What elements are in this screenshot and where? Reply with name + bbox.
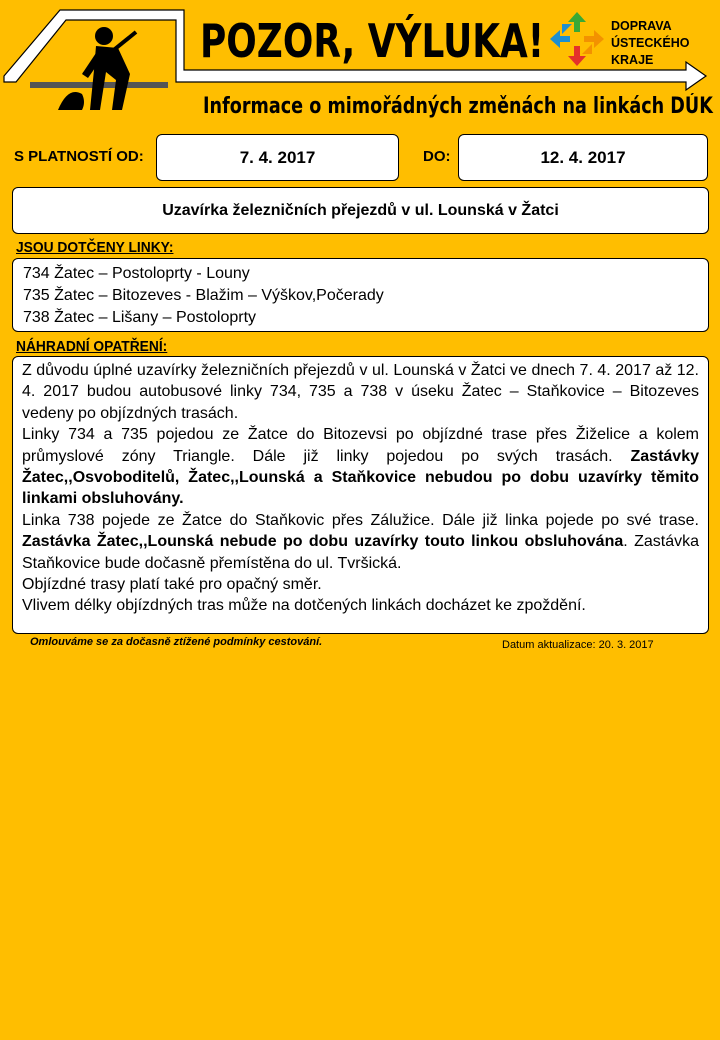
logo-text xyxy=(611,18,689,69)
measures-p3-bold: Zastávka Žatec,,Lounská nebude po dobu uzavírky touto linkou obsluhována xyxy=(22,533,624,551)
page-title: POZOR, VÝLUKA! xyxy=(200,14,545,68)
valid-from-value: 7. 4. 2017 xyxy=(239,147,316,167)
road-worker-icon xyxy=(56,24,166,114)
measures-paragraph-1: Z důvodu úplné uzavírky železničních přejezdů v ul. Lounská v Žatci ve dnech 7. 4. 2017 až 12. 4. 2017 budou autobusové linky 734, 735 a 738 v úseku Žatec – Staňkovice – Bitozeves vedeny po objízdných trasách. xyxy=(22,362,699,422)
duk-logo-icon xyxy=(548,10,606,68)
apology-note: Omlouváme se za dočasně ztížené podmínky cestování. xyxy=(30,636,323,648)
subject-box xyxy=(12,187,709,234)
valid-to-label: DO: xyxy=(423,148,451,165)
list-item: 734 Žatec – Postoloprty - Louny xyxy=(23,265,250,282)
valid-to-value: 12. 4. 2017 xyxy=(540,147,626,167)
measures-p2-text: Linky 734 a 735 pojedou ze Žatce do Bitozevsi po objízdné trase přes Žiželice a kolem průmyslové zóny Triangle. Dále již linky pojedou po svých trasách. xyxy=(22,426,699,465)
header-banner xyxy=(0,0,720,130)
page-subtitle: Informace o mimořádných změnách na linkách DÚK xyxy=(203,94,713,119)
measures-p2-bold: Zastávky Žatec,,Osvoboditelů, Žatec,,Lounská a Staňkovice nebudou po dobu uzavírky těmito linkami obsluhovány. xyxy=(22,447,699,508)
measures-heading: NÁHRADNÍ OPATŘENÍ: xyxy=(16,338,168,355)
subject-text: Uzavírka železničních přejezdů v ul. Lounská v Žatci xyxy=(162,201,559,219)
measures-p3-text-b: . Zastávka Staňkovice bude dočasně přemístěna do ul. Tvršická. xyxy=(22,533,699,572)
update-date: Datum aktualizace: 20. 3. 2017 xyxy=(502,639,654,651)
logo-line-1: DOPRAVA xyxy=(611,19,672,33)
logo-line-3: KRAJE xyxy=(611,53,654,67)
list-item: 738 Žatec – Lišany – Postoloprty xyxy=(23,309,257,326)
valid-from-box xyxy=(156,134,399,181)
affected-lines-box xyxy=(12,258,709,332)
valid-to-box xyxy=(458,134,708,181)
measures-paragraph-5: Vlivem délky objízdných tras může na dotčených linkách docházet ke zpoždění. xyxy=(22,597,586,615)
measures-paragraph-4: Objízdné trasy platí také pro opačný směr. xyxy=(22,576,322,594)
logo-line-2: ÚSTECKÉHO xyxy=(611,36,690,50)
list-item: 735 Žatec – Bitozeves - Blažim – Výškov,Počerady xyxy=(23,287,384,304)
valid-from-label: S PLATNOSTÍ OD: xyxy=(14,148,144,165)
measures-box xyxy=(12,356,709,634)
measures-p3-text-a: Linka 738 pojede ze Žatce do Staňkovic přes Zálužice. Dále již linka pojede po své trase. xyxy=(22,511,699,529)
measures-paragraph-2 xyxy=(22,424,699,510)
affected-lines-heading: JSOU DOTČENY LINKY: xyxy=(16,239,174,256)
measures-paragraph-3 xyxy=(22,510,699,574)
